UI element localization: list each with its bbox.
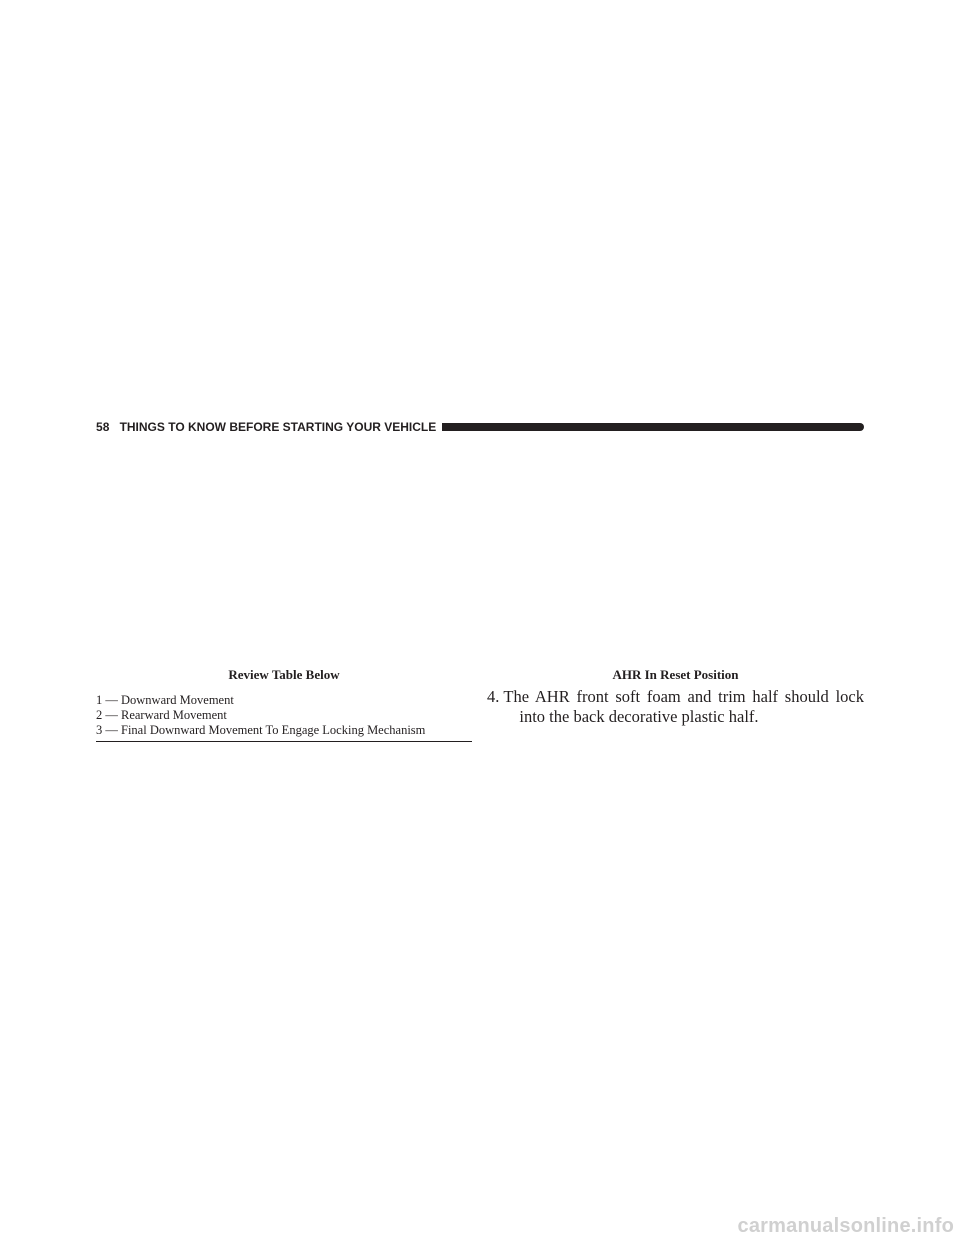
step-text-line-2: into the back decorative plastic half.: [519, 707, 759, 726]
right-figure: [487, 667, 864, 727]
step-number: 4.: [487, 687, 500, 706]
section-title: THINGS TO KNOW BEFORE STARTING YOUR VEHICLE: [119, 420, 437, 434]
figure-caption-review-table: Review Table Below: [228, 667, 340, 682]
page-number: 58: [96, 420, 110, 434]
legend-item-1: 1 — Downward Movement: [96, 693, 234, 707]
page-header: [96, 419, 864, 435]
step-text: [503, 687, 864, 727]
figure-legend: [96, 693, 472, 742]
figure-caption-ahr-reset: AHR In Reset Position: [612, 667, 739, 682]
legend-item-3: 3 — Final Downward Movement To Engage Locking Mechanism: [96, 723, 426, 737]
watermark: carmanualsonline.info: [737, 1215, 954, 1237]
left-figure: [96, 667, 472, 742]
legend-item-2: 2 — Rearward Movement: [96, 708, 227, 722]
step-text-line-1: The AHR front soft foam and trim half should lock: [503, 687, 864, 706]
step-4: [487, 687, 864, 727]
header-rule: [442, 423, 864, 431]
